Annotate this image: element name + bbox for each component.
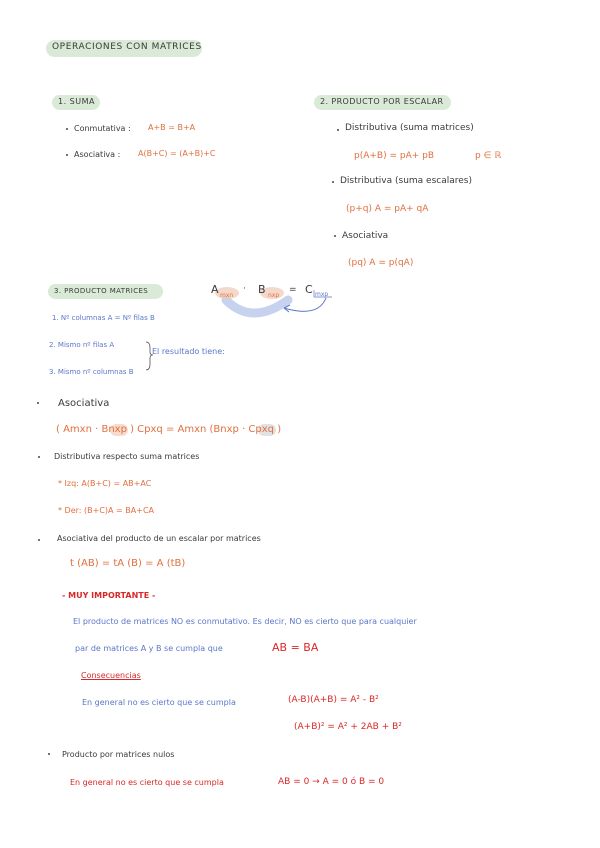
nulos-label: Producto por matrices nulos xyxy=(62,750,175,759)
diagram-a: A xyxy=(211,283,219,296)
escalar-asoc-formula: (pq) A = p(qA) xyxy=(348,258,414,268)
diagram-b: B xyxy=(258,283,266,296)
diagram-c: C xyxy=(305,283,313,296)
escalar-dist1-label: Distributiva (suma matrices) xyxy=(345,123,474,133)
diagram-c-sub: mxp xyxy=(315,291,329,298)
suma-item-formula: A+B = B+A xyxy=(148,123,196,132)
suma-heading: 1. SUMA xyxy=(58,97,95,106)
asociativa-label: Asociativa xyxy=(58,398,110,409)
producto-rule-1: 1. Nº columnas A = Nº filas B xyxy=(52,314,155,322)
bullet xyxy=(48,753,50,755)
producto-heading: 3. PRODUCTO MATRICES xyxy=(54,287,149,295)
diagram-a-sub: mxn xyxy=(220,292,234,299)
consecuencias-formula-1: (A-B)(A+B) = A² - B² xyxy=(288,695,379,705)
muy-importante: - MUY IMPORTANTE - xyxy=(62,591,156,600)
escalar-dist2-formula: (p+q) A = pA+ qA xyxy=(346,204,429,214)
note-line-2: par de matrices A y B se cumpla que xyxy=(75,644,223,653)
consecuencias-formula-2: (A+B)² = A² + 2AB + B² xyxy=(294,722,402,732)
asoc-escalar-formula: t (AB) = tA (B) = A (tB) xyxy=(70,558,186,569)
escalar-heading: 2. PRODUCTO POR ESCALAR xyxy=(320,97,444,106)
suma-item-label: Asociativa : xyxy=(74,150,121,159)
escalar-dist1-formula: p(A+B) = pA+ pB xyxy=(354,151,435,161)
distributiva-der: * Der: (B+C)A = BA+CA xyxy=(58,506,155,515)
escalar-asoc-label: Asociativa xyxy=(342,231,389,241)
distributiva-izq: * Izq: A(B+C) = AB+AC xyxy=(58,479,152,488)
suma-item-label: Conmutativa : xyxy=(74,124,131,133)
bullet xyxy=(38,456,40,458)
escalar-dist1-domain: p ∈ ℝ xyxy=(475,151,502,161)
bullet xyxy=(38,539,40,541)
note-formula: AB = BA xyxy=(272,641,319,654)
distributiva-label: Distributiva respecto suma matrices xyxy=(54,452,200,461)
note-line-1: El producto de matrices NO es conmutativo. Es decir, NO es cierto que para cualquier xyxy=(73,617,417,626)
diagram-dot: · xyxy=(243,284,246,294)
suma-item-formula: A(B+C) = (A+B)+C xyxy=(138,149,216,158)
asoc-escalar-label: Asociativa del producto de un escalar por matrices xyxy=(57,534,261,543)
consecuencias-heading: Consecuencias xyxy=(81,671,141,680)
escalar-dist2-label: Distributiva (suma escalares) xyxy=(340,176,472,186)
diagram-b-sub: nxp xyxy=(268,292,280,299)
consecuencias-text: En general no es cierto que se cumpla xyxy=(82,698,236,707)
asociativa-formula: ( Amxn · Bnxp ) Cpxq = Amxn (Bnxp · Cpxq ) xyxy=(56,424,282,435)
page-title: OPERACIONES CON MATRICES xyxy=(52,42,202,52)
nulos-formula: AB = 0 → A = 0 ó B = 0 xyxy=(278,777,385,787)
producto-rule-3: 3. Mismo nº columnas B xyxy=(49,368,134,376)
producto-result-note: El resultado tiene: xyxy=(152,347,225,356)
diagram-eq: = xyxy=(289,285,297,295)
bullet xyxy=(37,402,39,404)
producto-rule-2: 2. Mismo nº filas A xyxy=(49,341,115,349)
nulos-text: En general no es cierto que se cumpla xyxy=(70,778,224,787)
